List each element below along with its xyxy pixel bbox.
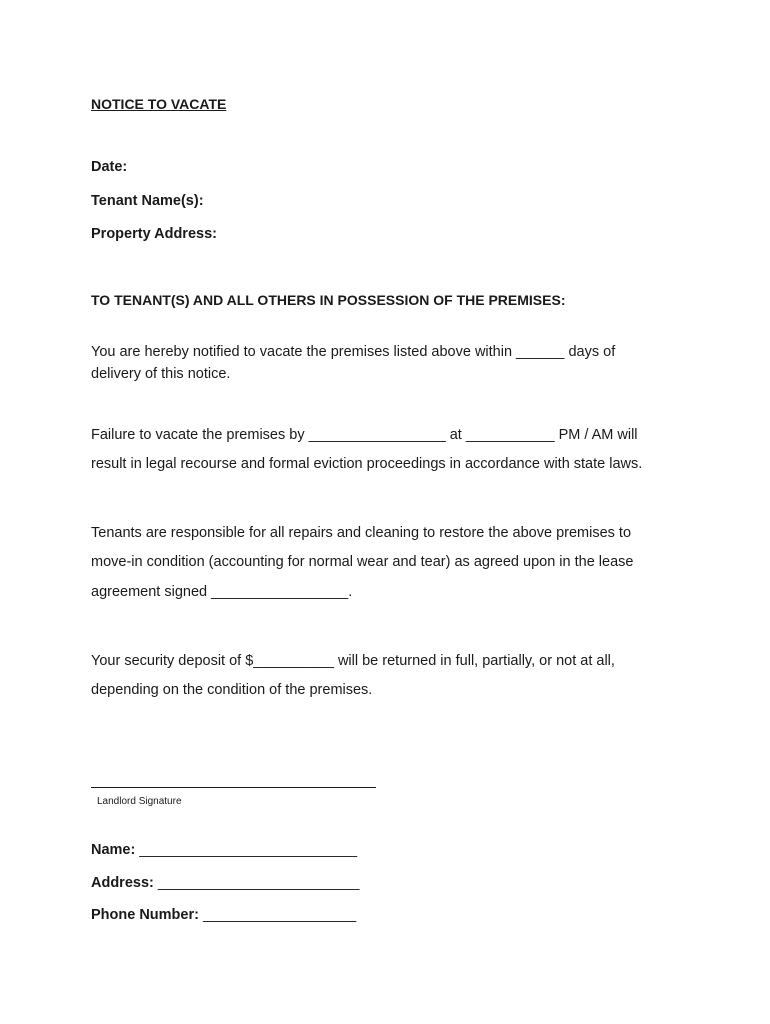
deposit-paragraph-line-1: Your security deposit of $__________ will be returned in full, partially, or not at all, bbox=[91, 653, 615, 669]
signature-line bbox=[91, 787, 376, 788]
phone-blank: ___________________ bbox=[198, 907, 357, 923]
notice-paragraph-line-2: delivery of this notice. bbox=[91, 366, 231, 382]
failure-paragraph-line-1: Failure to vacate the premises by _________________ at ___________ PM / AM will bbox=[91, 427, 638, 443]
address-field bbox=[91, 874, 360, 892]
date-label: Date: bbox=[91, 159, 128, 175]
document-title: NOTICE TO VACATE bbox=[91, 96, 227, 112]
repairs-paragraph-line-1: Tenants are responsible for all repairs and cleaning to restore the above premises to bbox=[91, 525, 632, 541]
address-label: Address: bbox=[91, 875, 154, 891]
name-field bbox=[91, 841, 357, 859]
name-blank: ___________________________ bbox=[135, 842, 358, 858]
name-label: Name: bbox=[91, 842, 136, 858]
repairs-paragraph-line-3: agreement signed _________________. bbox=[91, 584, 353, 600]
failure-paragraph-line-2: result in legal recourse and formal eviction proceedings in accordance with state laws. bbox=[91, 456, 643, 472]
notice-paragraph-line-1: You are hereby notified to vacate the premises listed above within ______ days of bbox=[91, 344, 616, 360]
landlord-signature-label: Landlord Signature bbox=[97, 796, 182, 807]
addressee-heading: TO TENANT(S) AND ALL OTHERS IN POSSESSION OF THE PREMISES: bbox=[91, 292, 566, 308]
phone-field bbox=[91, 906, 356, 924]
property-address-label: Property Address: bbox=[91, 226, 217, 242]
repairs-paragraph-line-2: move-in condition (accounting for normal wear and tear) as agreed upon in the lease bbox=[91, 554, 634, 570]
phone-label: Phone Number: bbox=[91, 907, 199, 923]
tenant-name-label: Tenant Name(s): bbox=[91, 193, 204, 209]
deposit-paragraph-line-2: depending on the condition of the premises. bbox=[91, 682, 373, 698]
address-blank: _________________________ bbox=[153, 875, 360, 891]
